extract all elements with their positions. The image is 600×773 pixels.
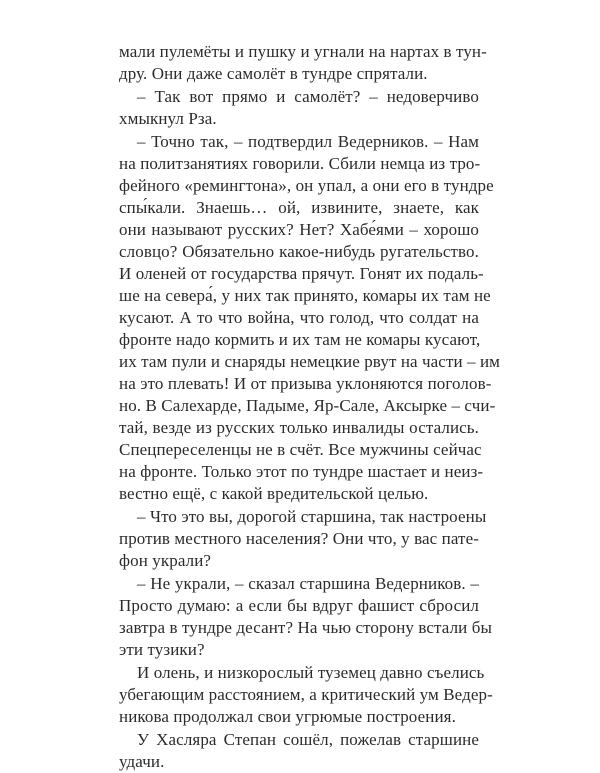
- text-line: кусают. А то что война, что голод, что солдат на: [119, 308, 479, 327]
- text-line: они называют русских? Нет? Хабе́ями – хорошо: [119, 220, 479, 239]
- text-line: на это плевать! И от призыва уклоняются поголов-: [119, 374, 492, 393]
- text-line: мали пулемёты и пушку и угнали на нартах в тун-: [119, 42, 487, 61]
- text-line: вестно ещё, с какой вредительской целью.: [119, 484, 429, 503]
- text-line: И оленей от государства прячут. Гонят их подаль-: [119, 264, 484, 283]
- text-line: их там пули и снаряды немецкие рвут на части – им: [119, 352, 501, 371]
- text-line: фронте надо кормить и их там не комары кусают,: [119, 330, 481, 349]
- text-line: Спецпереселенцы не в счёт. Все мужчины сейчас: [119, 440, 482, 459]
- text-line: завтра в тундре десант? На чью сторону встали бы: [119, 618, 492, 637]
- text-line: – Не украли, – сказал старшина Ведерников. –: [137, 574, 479, 593]
- text-line: но. В Салехарде, Падыме, Яр-Сале, Аксырке – счи-: [119, 396, 496, 415]
- text-line: – Так вот прямо и самолёт? – недоверчиво: [137, 87, 479, 106]
- text-line: дру. Они даже самолёт в тундре спрятали.: [119, 64, 428, 83]
- paragraph: [119, 662, 493, 728]
- text-line: на фронте. Только этот по тундре шастает и неиз-: [119, 462, 484, 481]
- paragraph: [119, 506, 487, 572]
- text-line: удачи.: [119, 752, 165, 771]
- text-line: никова продолжал свои угрюмые построения.: [119, 707, 456, 726]
- text-line: фейного «ремингтона», он упал, а они его в тундре: [119, 176, 494, 195]
- text-line: спы́кали. Знаешь… ой, извините, знаете, как: [119, 198, 479, 217]
- text-line: Просто думаю: а если бы вдруг фашист сбросил: [119, 596, 479, 615]
- paragraph: [119, 131, 501, 505]
- text-line: – Что это вы, дорогой старшина, так настроены: [137, 507, 487, 526]
- text-line: У Хасляра Степан сошёл, пожелав старшине: [137, 730, 479, 749]
- text-line: – Точно так, – подтвердил Ведерников. – Нам: [137, 132, 479, 151]
- text-line: эти тузики?: [119, 640, 205, 659]
- paragraph: [119, 86, 479, 130]
- text-line: тай, везде из русских только инвалиды остались.: [119, 418, 479, 437]
- page-text: [119, 41, 501, 773]
- text-line: ше на севера́, у них так принято, комары их там не: [119, 286, 491, 305]
- text-line: против местного населения? Они что, у вас пате-: [119, 529, 479, 548]
- text-line: словцо? Обязательно какое-нибудь ругательство.: [119, 242, 479, 261]
- text-line: фон украли?: [119, 551, 212, 570]
- text-line: на политзанятиях говорили. Сбили немца из тро-: [119, 154, 481, 173]
- text-line: хмыкнул Рза.: [119, 109, 217, 128]
- paragraph: [119, 41, 487, 85]
- text-line: убегающим расстоянием, а критический ум Ведер-: [119, 685, 493, 704]
- paragraph: [119, 729, 479, 773]
- paragraph: [119, 573, 492, 661]
- text-line: И олень, и низкорослый туземец давно съелись: [137, 663, 485, 682]
